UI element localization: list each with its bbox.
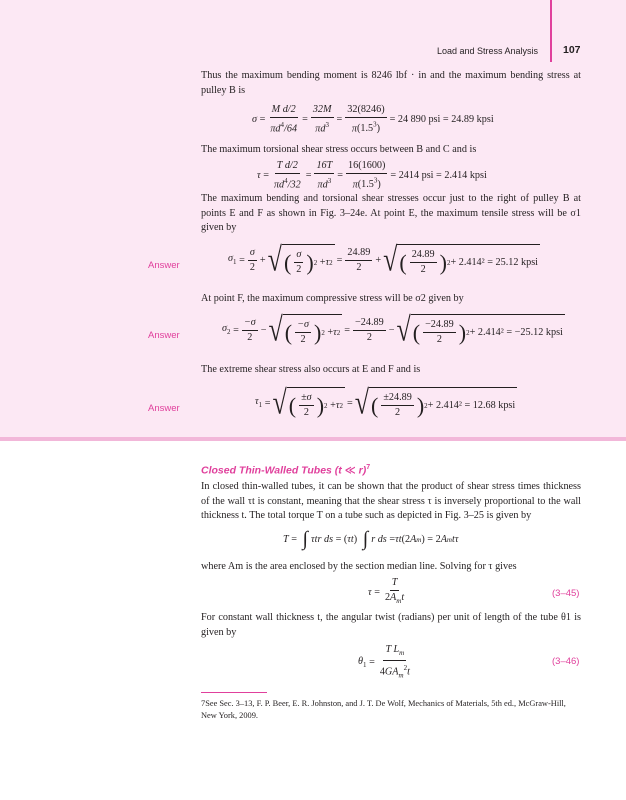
paragraph-torsional-shear: The maximum torsional shear stress occurs between B and C and is xyxy=(201,144,477,155)
paragraph-compressive: At point F, the maximum compressive stress will be σ2 given by xyxy=(201,293,464,304)
equation-3-45: τ = $\frac{T}{2A_mt}$ xyxy=(368,577,405,606)
section-heading-text: Closed Thin-Walled Tubes (t ≪ r) xyxy=(201,464,367,477)
paragraph-angular-twist: For constant wall thickness t, the angular twist (radians) per unit of length of the tube θ1 is given by xyxy=(201,612,581,638)
section-heading-footnote-mark: 7 xyxy=(366,464,371,471)
equation-sigma1: $\sigma_1$ = $\frac{\sigma}{2}$ + √ ( $\frac{\sigma}{2}$ ) 2 + τ 2 = $\frac{24.89}{2}$ + √ ( $\frac{24.89}{2}$ ) 2 + 2.414² = 25.12 kpsi xyxy=(228,240,538,279)
section-heading xyxy=(201,464,370,477)
answer-label-3: Answer xyxy=(148,403,180,414)
equation-number-3-45: (3–45) xyxy=(552,588,580,599)
answer-label-1: Answer xyxy=(148,260,180,271)
equation-sigma: σ = $\frac{\text{M d/2}}{\pi d^4/64}$ = $\frac{32M}{\pi d^3}$ = $\frac{32(8246)}{\pi(1.5^3)}$ = 24 890 psi = 24.89 kpsi xyxy=(252,104,494,135)
equation-torque: T = ∫ τtr ds = ( τt ) ∫ r ds = τt (2 A m ) = 2 A m tτ xyxy=(283,528,459,550)
sigma2-result: + 2.414² = −25.12 kpsi xyxy=(469,327,563,338)
paragraph-extreme-shear: The extreme shear stress also occurs at E and F and is xyxy=(201,364,421,375)
page-number: 107 xyxy=(563,44,581,56)
equation-3-46: $\theta_1$ = $\frac{T L_m}{4GA_m^2t}$ xyxy=(358,644,410,680)
equation-number-3-46: (3–46) xyxy=(552,656,580,667)
paragraph-median-line: where Am is the area enclosed by the section median line. Solving for τ gives xyxy=(201,561,517,572)
equation-tau: τ = $\frac{\text{T d/2}}{\pi d^4/32}$ = $\frac{16T}{\pi d^3}$ = $\frac{16(1600)}{\pi(1.5^3)}$ = 2414 psi = 2.414 kpsi xyxy=(257,160,487,191)
footnote-rule xyxy=(201,692,267,693)
equation-sigma2: $\sigma_2$ = $\frac{-\sigma}{2}$ − √ ( $\frac{-\sigma}{2}$ ) 2 + τ 2 = $\frac{-24.89}{2}$ − √ ( $\frac{-24.89}{2}$ ) 2 + 2.414² = −25.12 kpsi xyxy=(222,310,563,349)
answer-label-2: Answer xyxy=(148,330,180,341)
paragraph-thin-walled: In closed thin-walled tubes, it can be shown that the product of shear stress times thickness of the wall τt is constant, meaning that the shear stress τ is inversely proportional to the wall thickness t. The total torque T on a tube such as depicted in Fig. 3–25 is given by xyxy=(201,481,581,521)
sigma-result: = 24 890 psi = 24.89 kpsi xyxy=(389,114,494,126)
equation-tau1: $\tau_1$ = √ ( $\frac{\pm\sigma}{2}$ ) 2 + τ 2 = √ ( $\frac{\pm 24.89}{2}$ ) 2 + 2.414² = 12.68 kpsi xyxy=(255,383,516,422)
running-title: Load and Stress Analysis xyxy=(436,46,538,56)
pink-divider xyxy=(0,437,626,441)
header-rule xyxy=(550,0,552,62)
paragraph-bending-moment: Thus the maximum bending moment is 8246 lbf · in and the maximum bending stress at pulley B is xyxy=(201,70,581,96)
footnote: 7See Sec. 3–13, F. P. Beer, E. R. Johnston, and J. T. De Wolf, Mechanics of Materials, 5th ed., McGraw-Hill, New York, 2009. xyxy=(201,699,566,720)
sigma1-result: + 2.414² = 25.12 kpsi xyxy=(450,257,538,268)
tau-result: = 2414 psi = 2.414 kpsi xyxy=(390,170,487,182)
paragraph-combined-stress: The maximum bending and torsional shear stresses occur just to the right of pulley B at points E and F as shown in Fig. 3–24e. At point E, the maximum tensile stress will be σ1 given by xyxy=(201,193,581,233)
tau1-result: + 2.414² = 12.68 kpsi xyxy=(427,400,516,411)
